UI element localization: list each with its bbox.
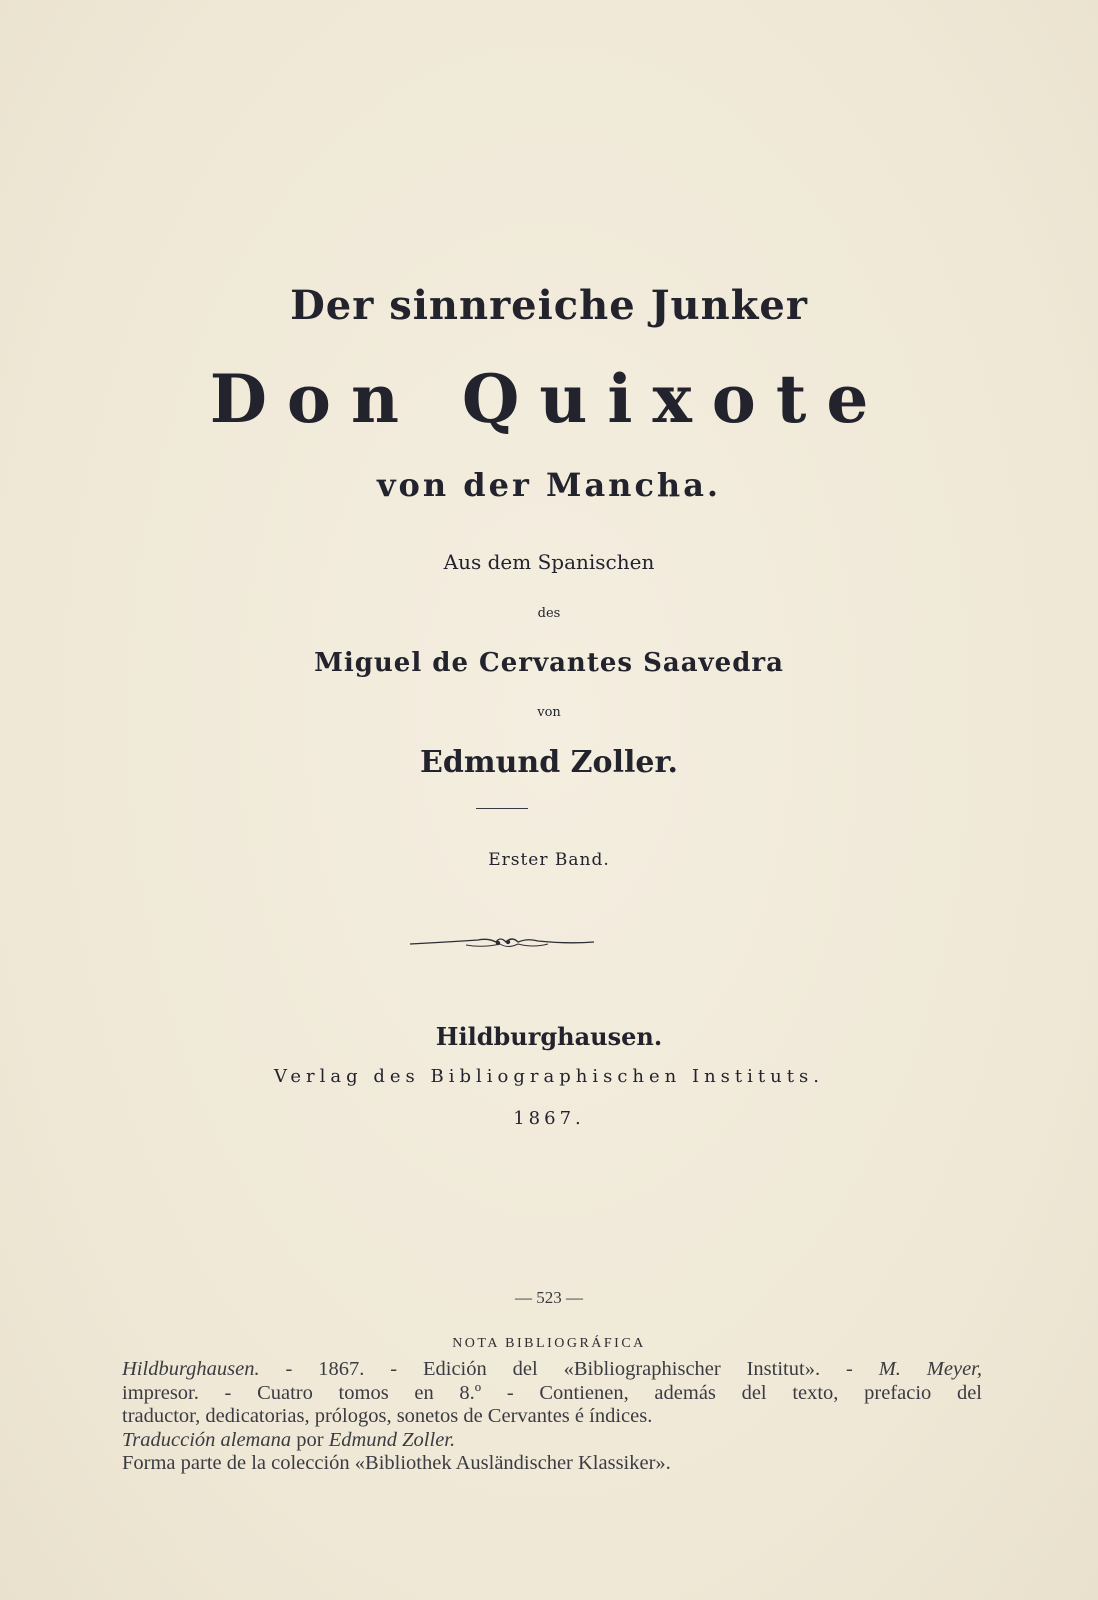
author-name: Miguel de Cervantes Saavedra xyxy=(314,648,784,678)
title-line-5: des xyxy=(537,606,561,621)
note-line-1 xyxy=(122,1358,982,1382)
title-line-7: von xyxy=(537,705,561,720)
publication-year: 1867. xyxy=(513,1108,585,1129)
note-place: Hildburghausen. xyxy=(122,1358,260,1380)
title-line-4: Aus dem Spanischen xyxy=(443,550,655,574)
bibliographic-note xyxy=(122,1358,982,1476)
note-line-4 xyxy=(122,1429,982,1453)
note-translation: Traducción alemana xyxy=(122,1428,292,1451)
publisher: Verlag des Bibliographischen Instituts. xyxy=(274,1066,824,1087)
note-edition: - 1867. - Edición del «Bibliographischer Institut». - xyxy=(259,1358,879,1380)
note-printer: M. Meyer, xyxy=(878,1358,983,1380)
note-line-3: traductor, dedicatorias, prólogos, sonetos de Cervantes é índices. xyxy=(122,1405,653,1427)
volume-label: Erster Band. xyxy=(488,850,610,870)
note-line-5: Forma parte de la colección «Bibliothek Ausländischer Klassiker». xyxy=(122,1452,671,1474)
note-heading: NOTA BIBLIOGRÁFICA xyxy=(452,1336,646,1351)
translator-name: Edmund Zoller. xyxy=(420,745,678,780)
page-number: — 523 — xyxy=(515,1288,583,1307)
divider-rule xyxy=(476,808,528,809)
title-line-3: von der Mancha. xyxy=(376,466,722,504)
note-translator: Edmund Zoller. xyxy=(328,1428,456,1451)
note-line-2: impresor. - Cuatro tomos en 8.º - Contienen, además del texto, prefacio del xyxy=(122,1381,982,1404)
place-of-publication: Hildburghausen. xyxy=(435,1022,663,1051)
title-line-1: Der sinnreiche Junker xyxy=(290,282,808,329)
note-by: por xyxy=(291,1428,329,1451)
main-title: Don Quixote xyxy=(209,360,889,438)
ornament-flourish-icon xyxy=(408,932,596,954)
